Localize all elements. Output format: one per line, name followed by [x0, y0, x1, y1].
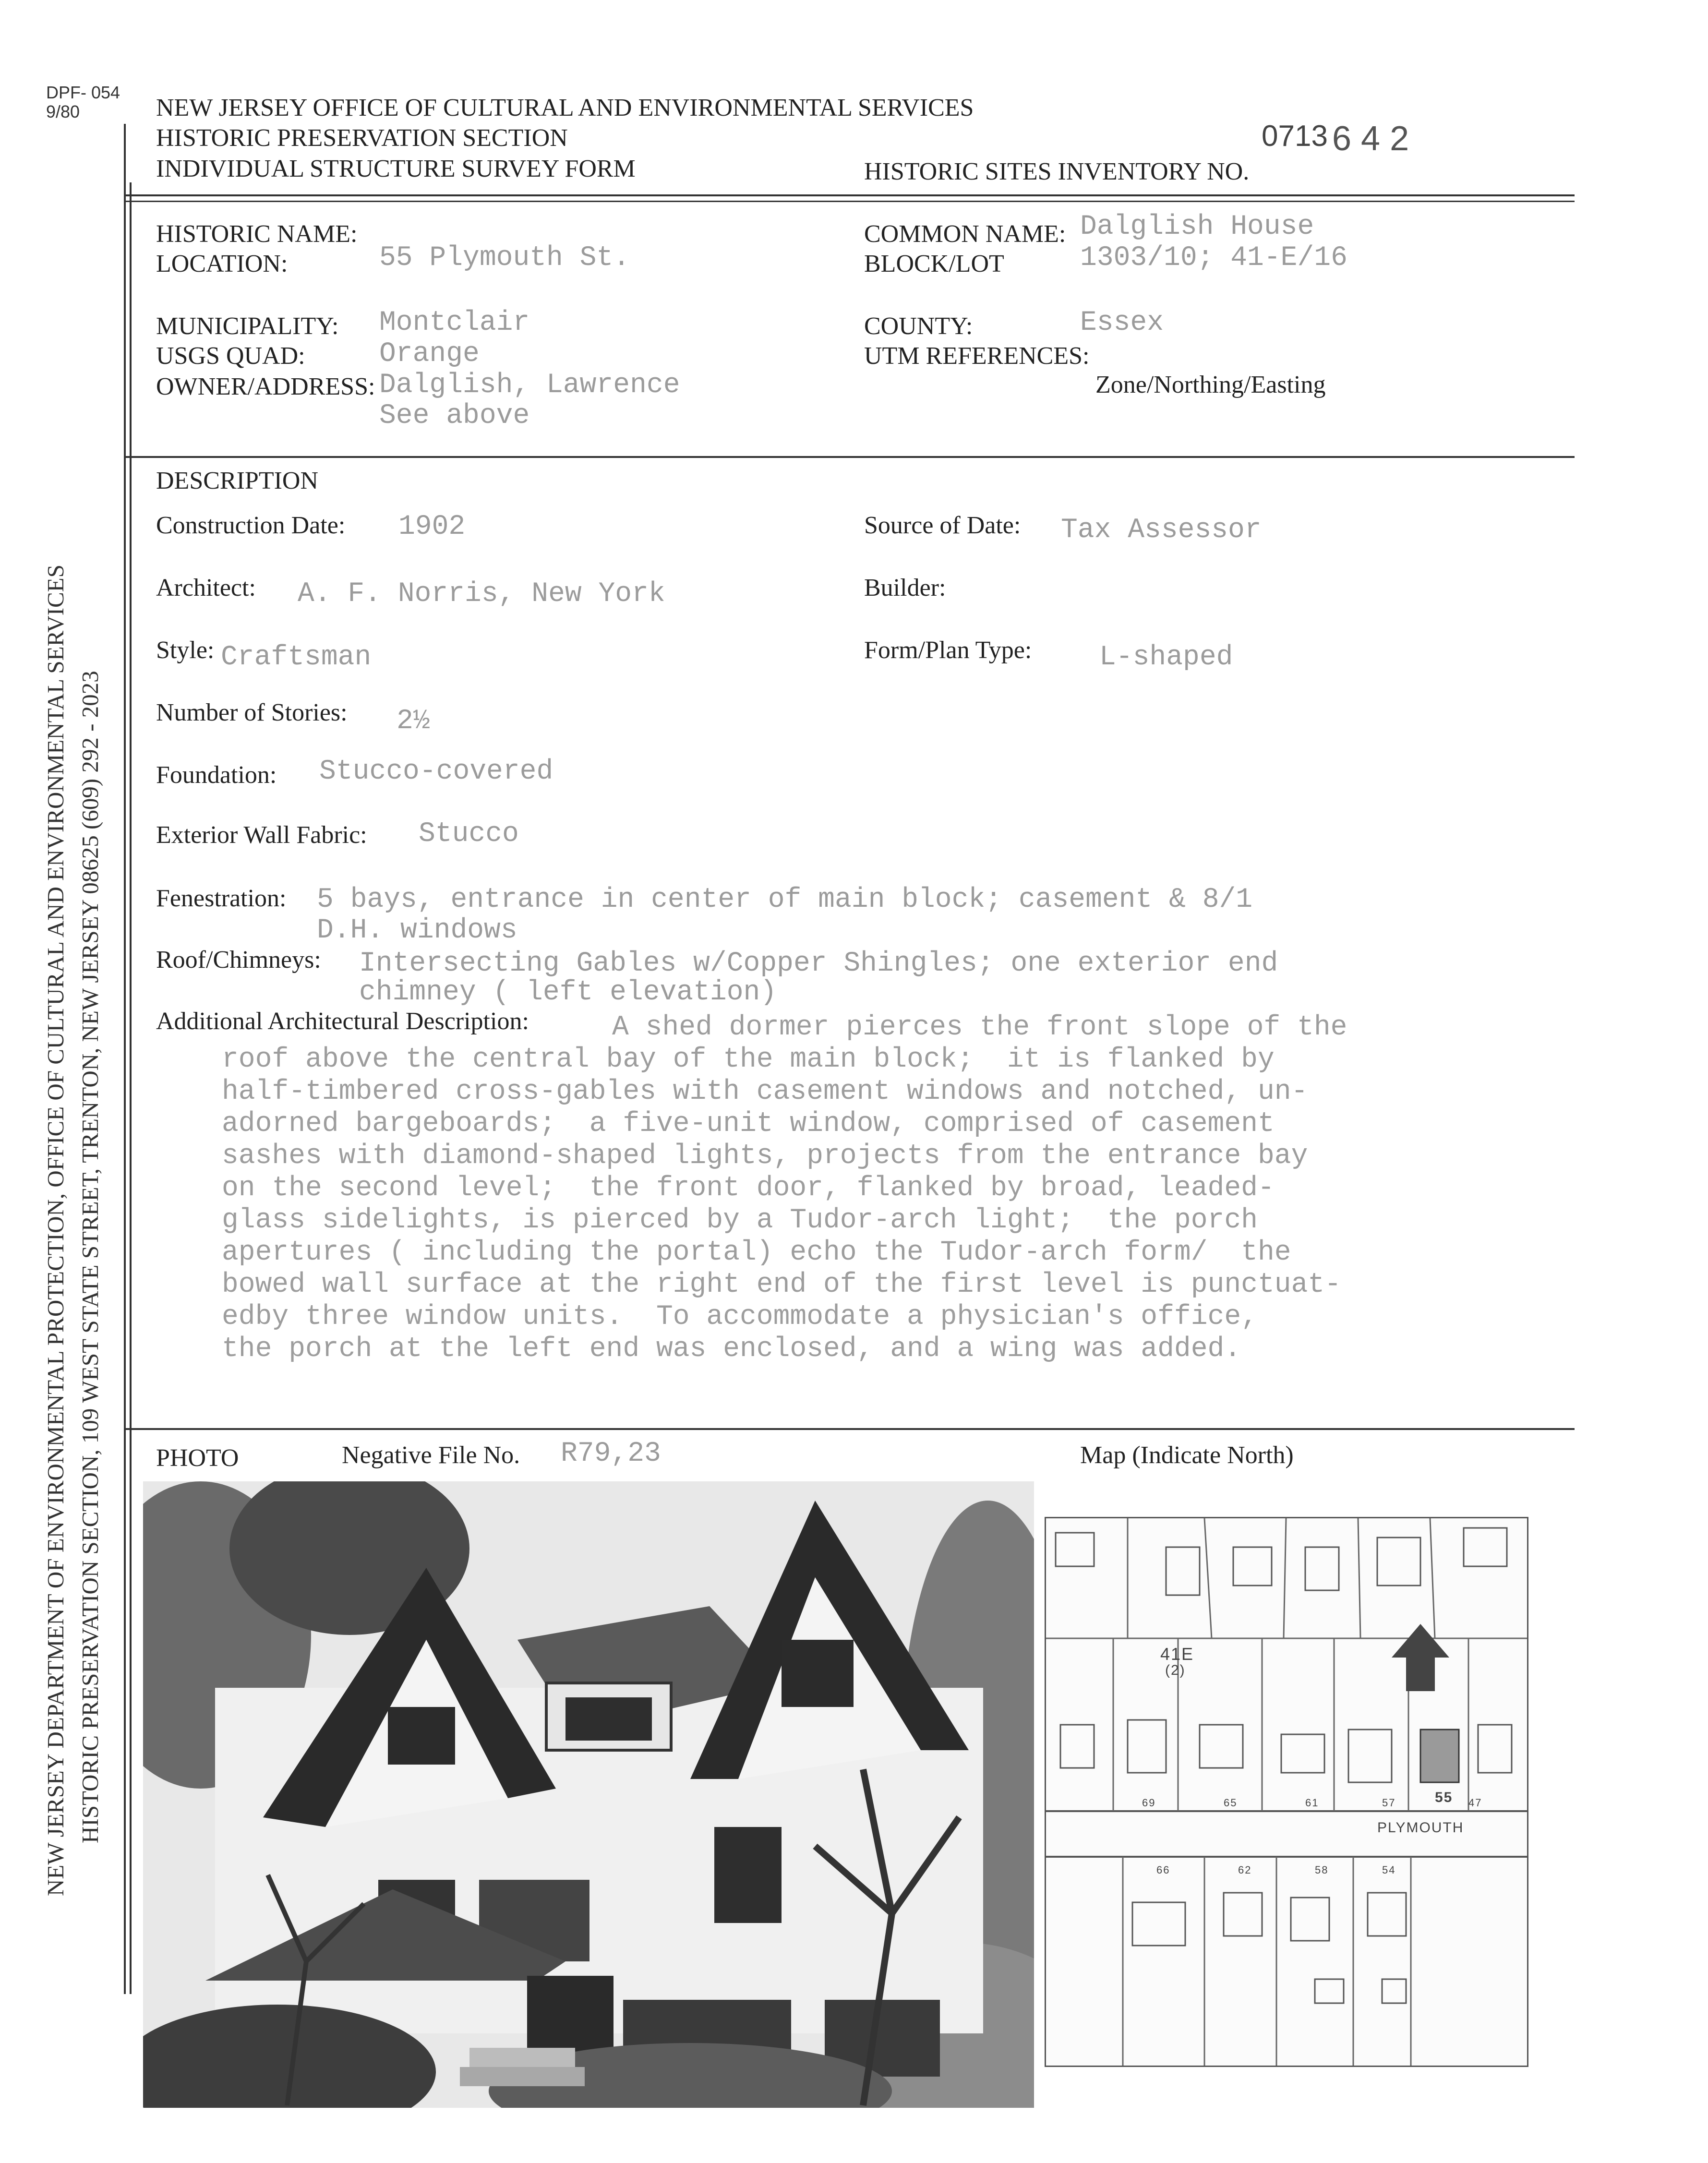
block-lot-value: 1303/10; 41-E/16: [1080, 242, 1347, 274]
form-plan-value: L-shaped: [1099, 642, 1233, 673]
vertical-line-2: HISTORIC PRESERVATION SECTION, 109 WEST STATE STREET, TRENTON, NEW JERSEY 08625 (609) 292 - 2023: [77, 671, 103, 1843]
usgs-quad-label: USGS QUAD:: [156, 342, 305, 370]
form-plan-label: Form/Plan Type:: [864, 637, 1032, 664]
owner-label: OWNER/ADDRESS:: [156, 373, 375, 400]
stories-value: 2½: [397, 706, 430, 737]
section-title: HISTORIC PRESERVATION SECTION: [156, 124, 568, 152]
fenestration-label: Fenestration:: [156, 885, 287, 912]
map-house-number: 55: [1435, 1790, 1453, 1805]
map-number: 58: [1315, 1864, 1329, 1876]
foundation-label: Foundation:: [156, 761, 277, 789]
additional-description-line: edby three window units. To accommodate a physician's office,: [222, 1301, 1258, 1333]
negative-file-label: Negative File No.: [342, 1442, 520, 1469]
foundation-value: Stucco-covered: [319, 756, 553, 787]
common-name-value: Dalglish House: [1080, 211, 1314, 242]
location-value: 55 Plymouth St.: [379, 242, 630, 274]
additional-description-line: half-timbered cross-gables with casement windows and notched, un-: [222, 1076, 1308, 1107]
description-heading: DESCRIPTION: [156, 467, 319, 494]
architect-value: A. F. Norris, New York: [298, 578, 665, 610]
owner-address-value: See above: [379, 400, 530, 432]
additional-description-line: on the second level; the front door, flanked by broad, leaded-: [222, 1173, 1275, 1204]
roof-value-2: chimney ( left elevation): [359, 977, 777, 1008]
site-map: [1045, 1517, 1528, 2067]
site-map-illustration: [1046, 1518, 1527, 2066]
identification-rule: [124, 456, 1575, 458]
municipality-value: Montclair: [379, 307, 530, 338]
usgs-quad-value: Orange: [379, 338, 480, 370]
builder-label: Builder:: [864, 574, 946, 601]
left-border-outer: [124, 124, 126, 1994]
agency-title: NEW JERSEY OFFICE OF CULTURAL AND ENVIRONMENTAL SERVICES: [156, 94, 974, 121]
map-lot-label: 41E: [1160, 1644, 1194, 1664]
map-number: 57: [1382, 1797, 1396, 1809]
municipality-label: MUNICIPALITY:: [156, 312, 339, 340]
county-value: Essex: [1080, 307, 1164, 338]
header-rule-1: [124, 194, 1575, 196]
additional-description-line: roof above the central bay of the main block; it is flanked by: [222, 1044, 1275, 1075]
form-code-date: 9/80: [46, 102, 80, 121]
vertical-agency-text: [38, 336, 108, 1896]
map-number: 47: [1468, 1797, 1482, 1809]
utm-label: UTM REFERENCES:: [864, 342, 1090, 370]
additional-description-line: the porch at the left end was enclosed, and a wing was added.: [222, 1334, 1241, 1365]
map-number: 54: [1382, 1864, 1396, 1876]
additional-description-line: A shed dormer pierces the front slope of the: [612, 1012, 1347, 1043]
utm-subheading: Zone/Northing/Easting: [1095, 371, 1326, 398]
inventory-no-suffix: 6 4 2: [1332, 120, 1409, 158]
description-rule: [124, 1428, 1575, 1430]
map-number: 65: [1224, 1797, 1238, 1809]
source-of-date-label: Source of Date:: [864, 512, 1021, 539]
house-photo-illustration: [143, 1481, 1034, 2108]
map-number: 69: [1142, 1797, 1156, 1809]
construction-date-label: Construction Date:: [156, 512, 346, 539]
additional-description-line: bowed wall surface at the right end of the first level is punctuat-: [222, 1269, 1341, 1300]
style-label: Style:: [156, 637, 215, 664]
construction-date-value: 1902: [398, 511, 466, 542]
form-code: DPF- 054: [46, 83, 120, 102]
roof-label: Roof/Chimneys:: [156, 946, 321, 973]
additional-description-line: sashes with diamond-shaped lights, projects from the entrance bay: [222, 1141, 1308, 1172]
block-lot-label: BLOCK/LOT: [864, 250, 1004, 277]
historic-name-label: HISTORIC NAME:: [156, 220, 358, 248]
inventory-no-prefix: 0713: [1262, 120, 1328, 153]
fenestration-value-1: 5 bays, entrance in center of main block; casement & 8/1: [317, 884, 1253, 915]
additional-description-line: apertures ( including the portal) echo the Tudor-arch form/ the: [222, 1237, 1291, 1268]
header-rule-2: [124, 201, 1575, 202]
photo-label: PHOTO: [156, 1444, 239, 1472]
source-of-date-value: Tax Assessor: [1061, 515, 1262, 546]
map-street-name: PLYMOUTH: [1377, 1820, 1464, 1836]
map-number: 66: [1156, 1864, 1170, 1876]
vertical-line-1: NEW JERSEY DEPARTMENT OF ENVIRONMENTAL PROTECTION, OFFICE OF CULTURAL AND ENVIRONMENTAL SERVICES: [42, 565, 69, 1896]
location-label: LOCATION:: [156, 250, 288, 277]
roof-value-1: Intersecting Gables w/Copper Shingles; one exterior end: [359, 948, 1278, 979]
inventory-no-label: HISTORIC SITES INVENTORY NO.: [864, 158, 1250, 185]
stories-label: Number of Stories:: [156, 699, 348, 726]
map-label: Map (Indicate North): [1080, 1442, 1294, 1469]
additional-description-line: glass sidelights, is pierced by a Tudor-arch light; the porch: [222, 1205, 1258, 1236]
owner-value: Dalglish, Lawrence: [379, 370, 680, 401]
map-number: 62: [1238, 1864, 1252, 1876]
county-label: COUNTY:: [864, 312, 973, 340]
wall-fabric-value: Stucco: [419, 818, 519, 850]
style-value: Craftsman: [221, 642, 372, 673]
additional-description-line: adorned bargeboards; a five-unit window, comprised of casement: [222, 1108, 1275, 1140]
form-title: INDIVIDUAL STRUCTURE SURVEY FORM: [156, 155, 636, 182]
additional-description-label: Additional Architectural Description:: [156, 1008, 529, 1035]
negative-file-value: R79,23: [561, 1438, 661, 1469]
house-photo: [143, 1481, 1034, 2108]
map-lot-sublabel: (2): [1165, 1662, 1186, 1678]
wall-fabric-label: Exterior Wall Fabric:: [156, 821, 367, 849]
map-number: 61: [1305, 1797, 1319, 1809]
fenestration-value-2: D.H. windows: [317, 915, 517, 946]
common-name-label: COMMON NAME:: [864, 220, 1066, 248]
architect-label: Architect:: [156, 574, 256, 601]
left-border-inner: [130, 182, 132, 1994]
